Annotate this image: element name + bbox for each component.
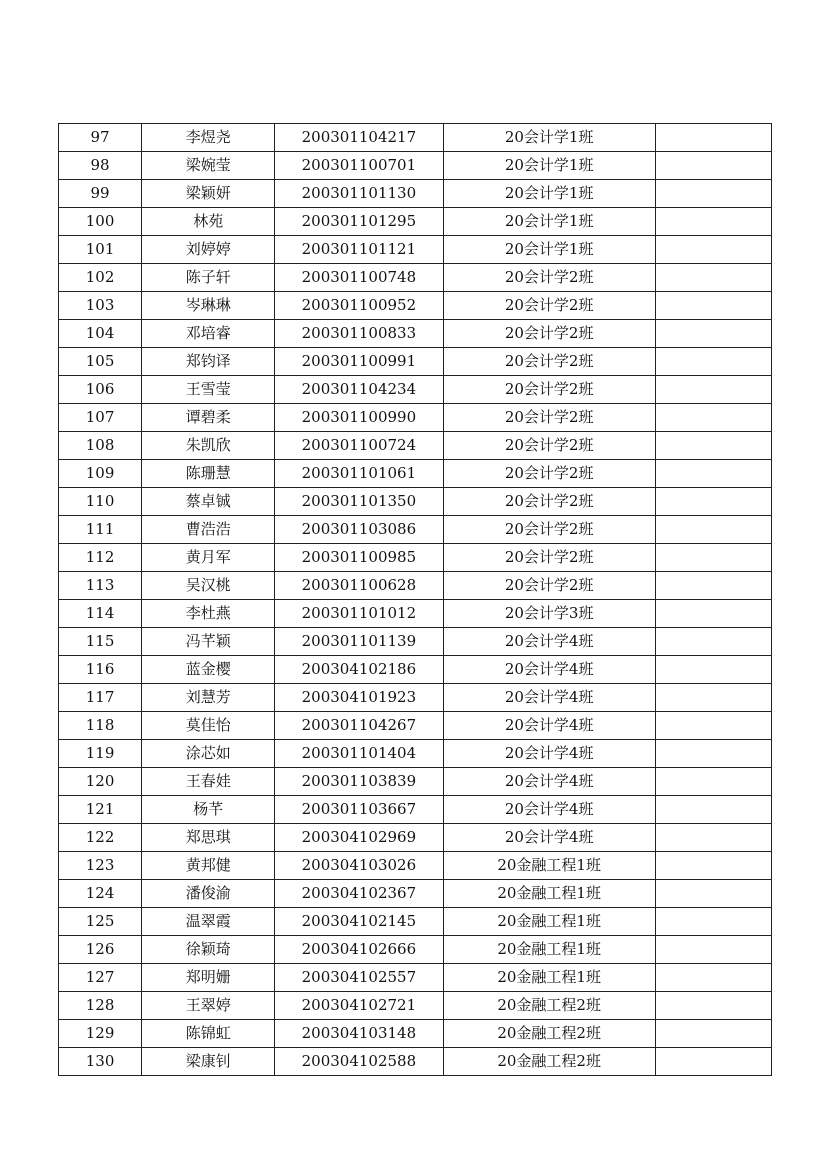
student-id-cell: 200301104234	[275, 376, 443, 404]
row-number-cell: 110	[59, 488, 142, 516]
table-row	[59, 824, 772, 852]
student-id-cell: 200304102969	[275, 824, 443, 852]
student-name-cell: 李煜尧	[142, 124, 275, 152]
class-name-cell: 20金融工程2班	[443, 992, 655, 1020]
table-row	[59, 1048, 772, 1076]
note-cell	[655, 180, 771, 208]
student-id-cell: 200301100833	[275, 320, 443, 348]
student-name-cell: 刘婷婷	[142, 236, 275, 264]
note-cell	[655, 404, 771, 432]
table-row	[59, 404, 772, 432]
student-name-cell: 徐颖琦	[142, 936, 275, 964]
row-number-cell: 99	[59, 180, 142, 208]
student-id-cell: 200301101121	[275, 236, 443, 264]
student-id-cell: 200301101139	[275, 628, 443, 656]
row-number-cell: 118	[59, 712, 142, 740]
row-number-cell: 112	[59, 544, 142, 572]
class-name-cell: 20会计学4班	[443, 628, 655, 656]
note-cell	[655, 488, 771, 516]
class-name-cell: 20会计学1班	[443, 208, 655, 236]
student-id-cell: 200301103839	[275, 768, 443, 796]
student-name-cell: 王春娃	[142, 768, 275, 796]
class-name-cell: 20会计学1班	[443, 180, 655, 208]
student-name-cell: 蓝金樱	[142, 656, 275, 684]
student-name-cell: 刘慧芳	[142, 684, 275, 712]
note-cell	[655, 880, 771, 908]
student-id-cell: 200301100748	[275, 264, 443, 292]
student-id-cell: 200301100985	[275, 544, 443, 572]
table-row	[59, 544, 772, 572]
student-id-cell: 200304102186	[275, 656, 443, 684]
table-row	[59, 180, 772, 208]
table-row	[59, 684, 772, 712]
note-cell	[655, 432, 771, 460]
class-name-cell: 20金融工程2班	[443, 1048, 655, 1076]
student-id-cell: 200301104267	[275, 712, 443, 740]
table-row	[59, 880, 772, 908]
student-name-cell: 王雪莹	[142, 376, 275, 404]
note-cell	[655, 852, 771, 880]
row-number-cell: 120	[59, 768, 142, 796]
class-name-cell: 20会计学1班	[443, 152, 655, 180]
student-name-cell: 陈锦虹	[142, 1020, 275, 1048]
note-cell	[655, 320, 771, 348]
class-name-cell: 20金融工程2班	[443, 1020, 655, 1048]
note-cell	[655, 572, 771, 600]
row-number-cell: 97	[59, 124, 142, 152]
note-cell	[655, 992, 771, 1020]
student-name-cell: 陈子轩	[142, 264, 275, 292]
class-name-cell: 20会计学2班	[443, 544, 655, 572]
class-name-cell: 20金融工程1班	[443, 880, 655, 908]
table-row	[59, 572, 772, 600]
table-row	[59, 460, 772, 488]
row-number-cell: 98	[59, 152, 142, 180]
student-id-cell: 200301100628	[275, 572, 443, 600]
table-row	[59, 600, 772, 628]
table-row	[59, 740, 772, 768]
student-name-cell: 梁颖妍	[142, 180, 275, 208]
student-id-cell: 200304102367	[275, 880, 443, 908]
class-name-cell: 20会计学2班	[443, 572, 655, 600]
student-name-cell: 郑明姗	[142, 964, 275, 992]
student-name-cell: 黄邦健	[142, 852, 275, 880]
row-number-cell: 101	[59, 236, 142, 264]
class-name-cell: 20会计学2班	[443, 488, 655, 516]
class-name-cell: 20会计学2班	[443, 264, 655, 292]
row-number-cell: 122	[59, 824, 142, 852]
student-id-cell: 200301100952	[275, 292, 443, 320]
student-id-cell: 200301100991	[275, 348, 443, 376]
student-id-cell: 200304103026	[275, 852, 443, 880]
note-cell	[655, 516, 771, 544]
note-cell	[655, 124, 771, 152]
note-cell	[655, 964, 771, 992]
row-number-cell: 116	[59, 656, 142, 684]
table-row	[59, 656, 772, 684]
student-name-cell: 吴汉桃	[142, 572, 275, 600]
student-name-cell: 李杜燕	[142, 600, 275, 628]
row-number-cell: 102	[59, 264, 142, 292]
student-id-cell: 200301101295	[275, 208, 443, 236]
class-name-cell: 20会计学1班	[443, 124, 655, 152]
table-row	[59, 124, 772, 152]
table-row	[59, 796, 772, 824]
note-cell	[655, 1020, 771, 1048]
class-name-cell: 20会计学4班	[443, 824, 655, 852]
student-name-cell: 涂芯如	[142, 740, 275, 768]
class-name-cell: 20会计学4班	[443, 712, 655, 740]
note-cell	[655, 712, 771, 740]
student-name-cell: 潘俊渝	[142, 880, 275, 908]
student-id-cell: 200301100701	[275, 152, 443, 180]
table-row	[59, 488, 772, 516]
class-name-cell: 20会计学3班	[443, 600, 655, 628]
note-cell	[655, 208, 771, 236]
row-number-cell: 100	[59, 208, 142, 236]
student-name-cell: 王翠婷	[142, 992, 275, 1020]
note-cell	[655, 152, 771, 180]
row-number-cell: 113	[59, 572, 142, 600]
table-row	[59, 936, 772, 964]
student-name-cell: 曹浩浩	[142, 516, 275, 544]
table-row	[59, 712, 772, 740]
class-name-cell: 20会计学2班	[443, 460, 655, 488]
class-name-cell: 20会计学2班	[443, 516, 655, 544]
table-row	[59, 992, 772, 1020]
student-name-cell: 梁康钊	[142, 1048, 275, 1076]
class-name-cell: 20金融工程1班	[443, 964, 655, 992]
class-name-cell: 20金融工程1班	[443, 852, 655, 880]
note-cell	[655, 768, 771, 796]
student-id-cell: 200301103667	[275, 796, 443, 824]
class-name-cell: 20会计学4班	[443, 740, 655, 768]
table-row	[59, 152, 772, 180]
table-row	[59, 348, 772, 376]
table-row	[59, 208, 772, 236]
note-cell	[655, 740, 771, 768]
class-name-cell: 20会计学4班	[443, 768, 655, 796]
table-row	[59, 292, 772, 320]
row-number-cell: 121	[59, 796, 142, 824]
row-number-cell: 111	[59, 516, 142, 544]
student-name-cell: 郑思琪	[142, 824, 275, 852]
row-number-cell: 127	[59, 964, 142, 992]
class-name-cell: 20会计学4班	[443, 796, 655, 824]
class-name-cell: 20金融工程1班	[443, 936, 655, 964]
note-cell	[655, 376, 771, 404]
table-row	[59, 1020, 772, 1048]
row-number-cell: 128	[59, 992, 142, 1020]
table-row	[59, 852, 772, 880]
row-number-cell: 124	[59, 880, 142, 908]
note-cell	[655, 824, 771, 852]
note-cell	[655, 292, 771, 320]
student-name-cell: 冯芊颖	[142, 628, 275, 656]
student-name-cell: 邓培睿	[142, 320, 275, 348]
student-name-cell: 谭碧柔	[142, 404, 275, 432]
row-number-cell: 119	[59, 740, 142, 768]
class-name-cell: 20会计学2班	[443, 348, 655, 376]
row-number-cell: 115	[59, 628, 142, 656]
class-name-cell: 20会计学4班	[443, 656, 655, 684]
student-name-cell: 林苑	[142, 208, 275, 236]
class-name-cell: 20会计学2班	[443, 376, 655, 404]
row-number-cell: 123	[59, 852, 142, 880]
note-cell	[655, 628, 771, 656]
class-name-cell: 20金融工程1班	[443, 908, 655, 936]
student-name-cell: 梁婉莹	[142, 152, 275, 180]
table-row	[59, 516, 772, 544]
student-name-cell: 杨芊	[142, 796, 275, 824]
row-number-cell: 103	[59, 292, 142, 320]
table-row	[59, 236, 772, 264]
student-id-cell: 200301103086	[275, 516, 443, 544]
table-row	[59, 768, 772, 796]
student-id-cell: 200301100724	[275, 432, 443, 460]
note-cell	[655, 236, 771, 264]
table-row	[59, 376, 772, 404]
note-cell	[655, 936, 771, 964]
table-row	[59, 628, 772, 656]
class-name-cell: 20会计学1班	[443, 236, 655, 264]
note-cell	[655, 600, 771, 628]
student-name-cell: 莫佳怡	[142, 712, 275, 740]
student-id-cell: 200301101350	[275, 488, 443, 516]
row-number-cell: 125	[59, 908, 142, 936]
class-name-cell: 20会计学2班	[443, 404, 655, 432]
row-number-cell: 104	[59, 320, 142, 348]
note-cell	[655, 684, 771, 712]
student-name-cell: 黄月军	[142, 544, 275, 572]
student-id-cell: 200304102666	[275, 936, 443, 964]
row-number-cell: 109	[59, 460, 142, 488]
student-name-cell: 陈珊慧	[142, 460, 275, 488]
row-number-cell: 117	[59, 684, 142, 712]
student-id-cell: 200304103148	[275, 1020, 443, 1048]
row-number-cell: 114	[59, 600, 142, 628]
table-row	[59, 320, 772, 348]
student-id-cell: 200301101012	[275, 600, 443, 628]
row-number-cell: 107	[59, 404, 142, 432]
table-row	[59, 264, 772, 292]
student-id-cell: 200304102557	[275, 964, 443, 992]
class-name-cell: 20会计学2班	[443, 320, 655, 348]
note-cell	[655, 796, 771, 824]
class-name-cell: 20会计学2班	[443, 292, 655, 320]
note-cell	[655, 1048, 771, 1076]
row-number-cell: 129	[59, 1020, 142, 1048]
note-cell	[655, 348, 771, 376]
table-row	[59, 432, 772, 460]
note-cell	[655, 460, 771, 488]
class-name-cell: 20会计学4班	[443, 684, 655, 712]
student-id-cell: 200301100990	[275, 404, 443, 432]
table-row	[59, 964, 772, 992]
row-number-cell: 106	[59, 376, 142, 404]
student-id-cell: 200304102145	[275, 908, 443, 936]
student-name-cell: 岑琳琳	[142, 292, 275, 320]
student-name-cell: 郑钧译	[142, 348, 275, 376]
student-name-cell: 蔡卓铖	[142, 488, 275, 516]
note-cell	[655, 656, 771, 684]
row-number-cell: 105	[59, 348, 142, 376]
student-name-cell: 温翠霞	[142, 908, 275, 936]
table-row	[59, 908, 772, 936]
class-name-cell: 20会计学2班	[443, 432, 655, 460]
student-id-cell: 200304102588	[275, 1048, 443, 1076]
student-id-cell: 200301104217	[275, 124, 443, 152]
roster-body	[59, 124, 772, 1076]
student-id-cell: 200301101130	[275, 180, 443, 208]
note-cell	[655, 544, 771, 572]
note-cell	[655, 908, 771, 936]
row-number-cell: 108	[59, 432, 142, 460]
row-number-cell: 130	[59, 1048, 142, 1076]
student-roster-table	[58, 123, 772, 1076]
student-name-cell: 朱凯欣	[142, 432, 275, 460]
student-id-cell: 200301101061	[275, 460, 443, 488]
student-id-cell: 200304101923	[275, 684, 443, 712]
row-number-cell: 126	[59, 936, 142, 964]
student-id-cell: 200304102721	[275, 992, 443, 1020]
student-id-cell: 200301101404	[275, 740, 443, 768]
note-cell	[655, 264, 771, 292]
